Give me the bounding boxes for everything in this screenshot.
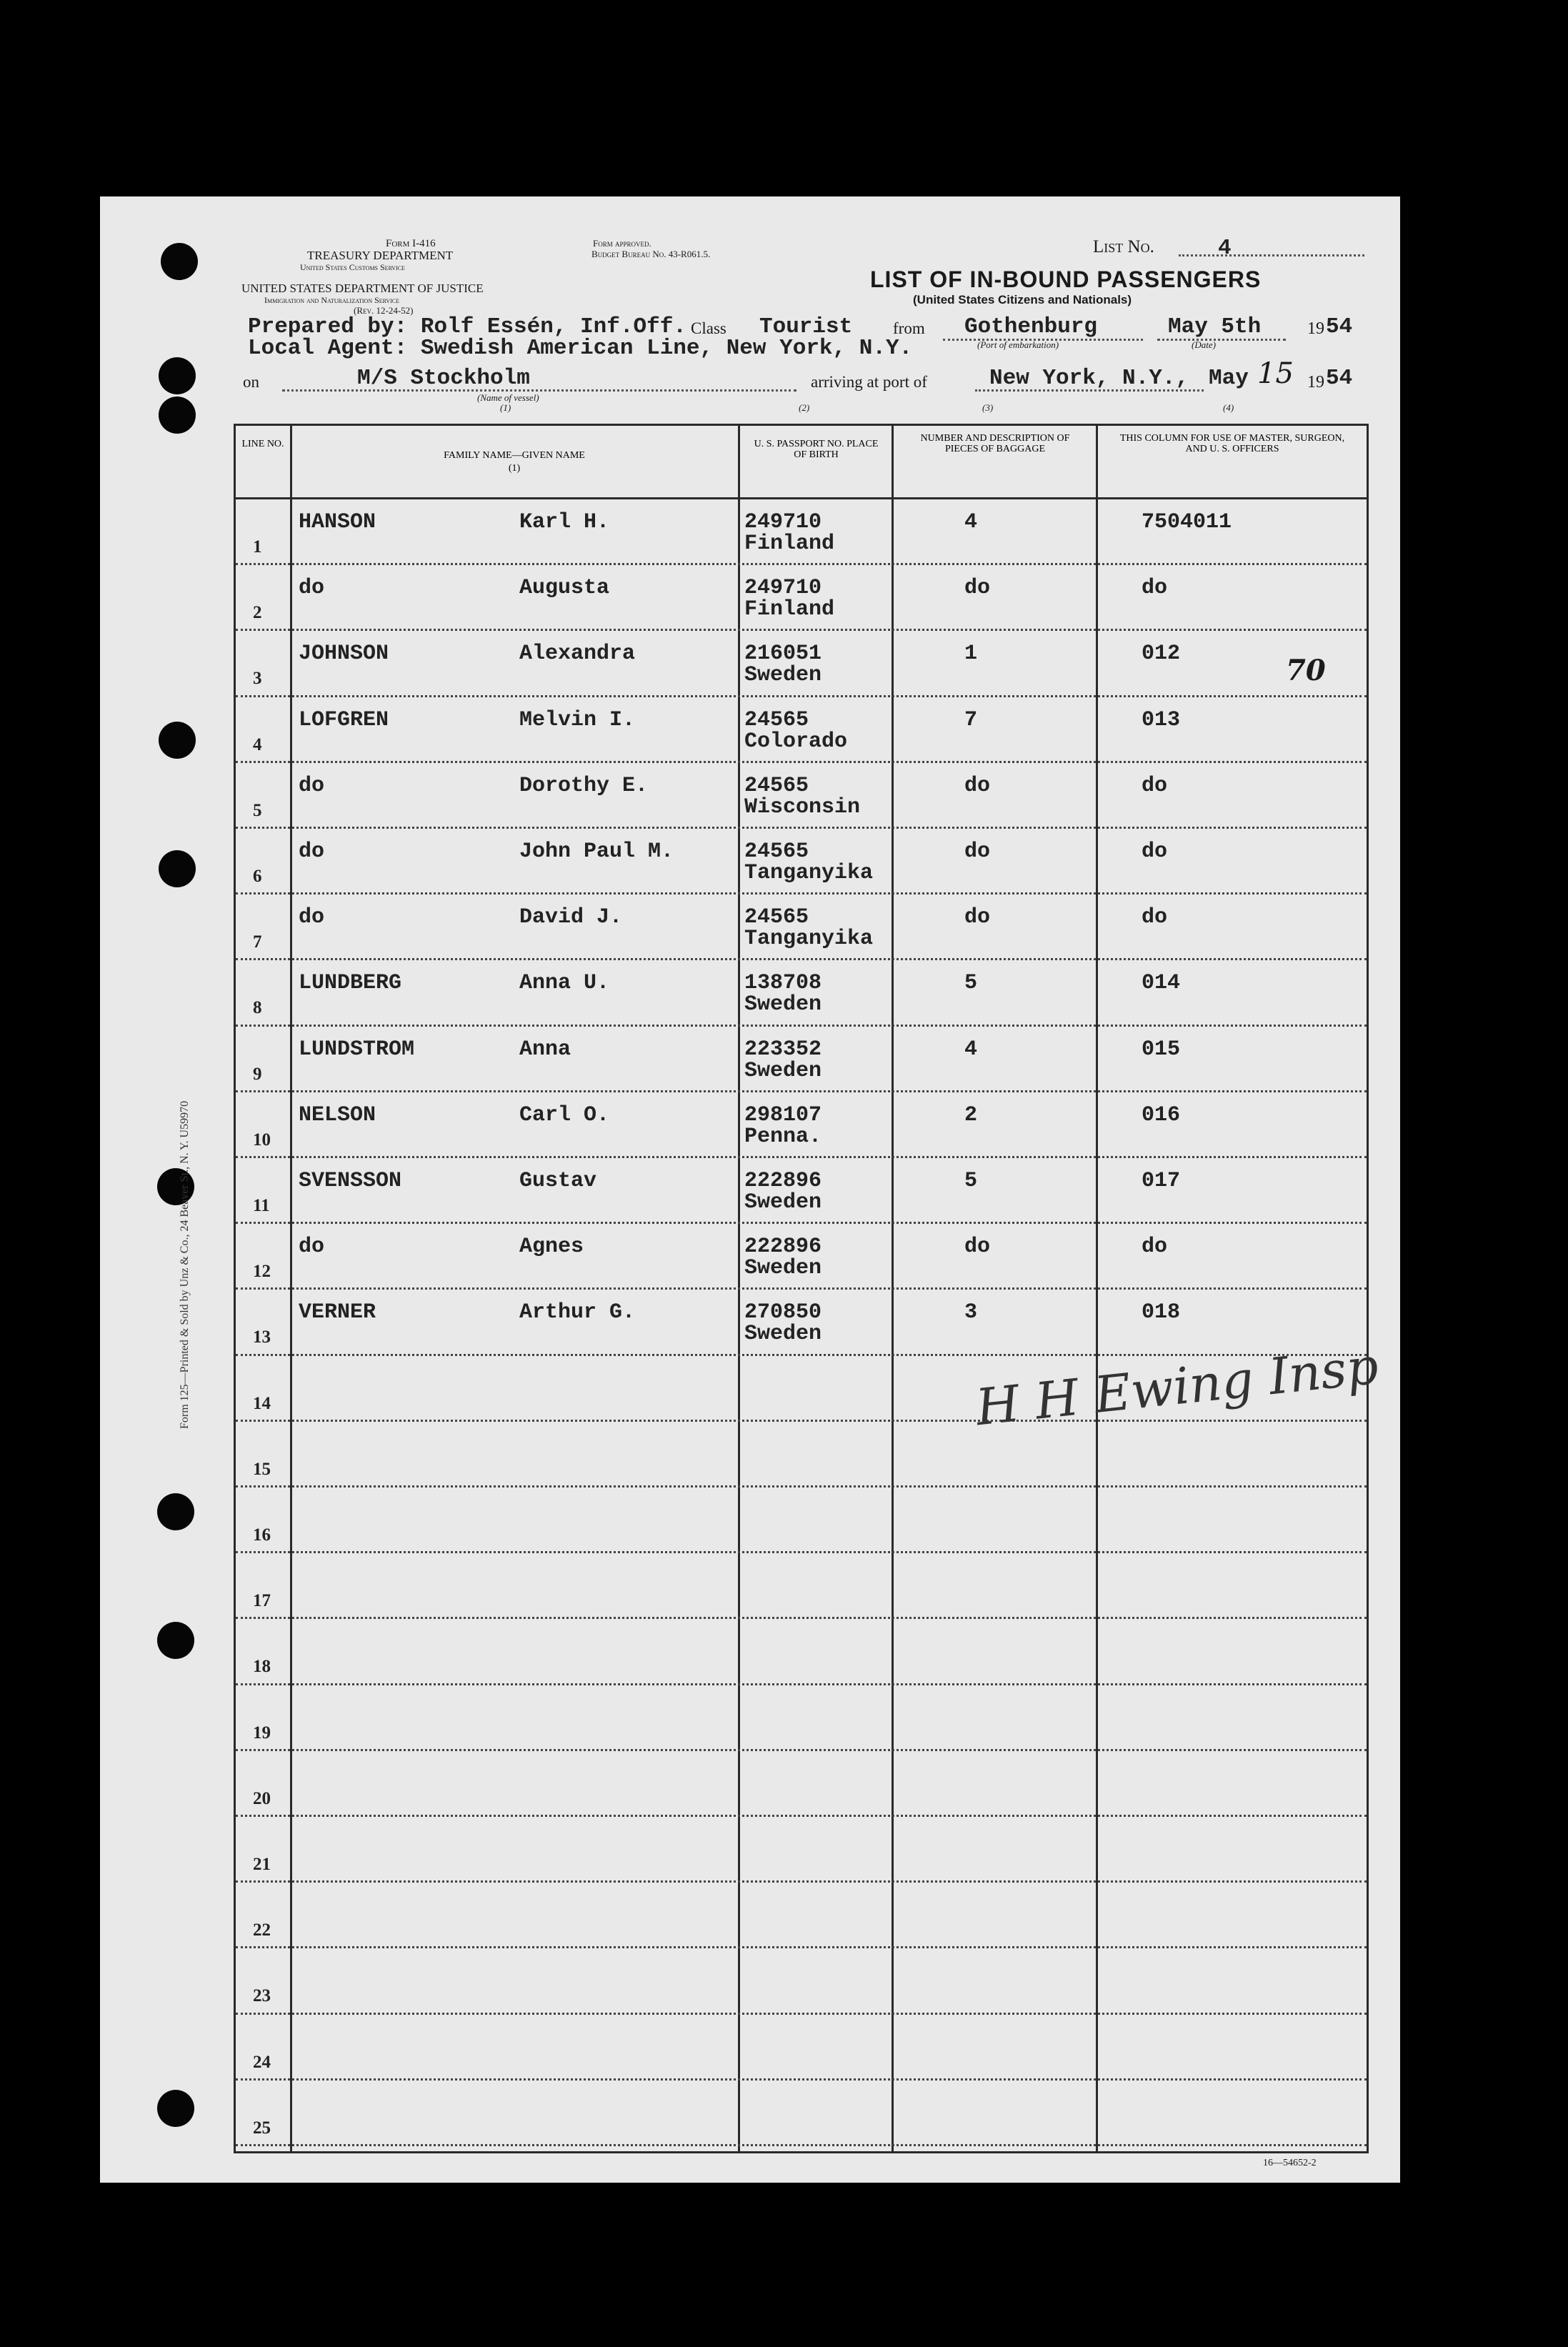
row-separator <box>236 892 1367 895</box>
form-subtitle: (United States Citizens and Nationals) <box>913 293 1132 307</box>
passport-number: 223352 <box>744 1037 822 1062</box>
officer-note: 016 <box>1142 1102 1181 1127</box>
treasury-department: TREASURY DEPARTMENT <box>307 249 454 262</box>
form-approved: Form approved. <box>593 238 651 249</box>
col-header-baggage: NUMBER AND DESCRIPTION OF PIECES OF BAGGAGE <box>920 433 1070 454</box>
family-name: do <box>299 576 325 601</box>
baggage-count: 1 <box>964 642 978 667</box>
given-name: Dorothy E. <box>519 773 649 798</box>
caption-2: (2) <box>799 402 810 413</box>
line-number: 12 <box>253 1262 271 1282</box>
arrival-year-prefix: 19 <box>1307 373 1324 392</box>
row-separator <box>236 1749 1367 1751</box>
row-separator <box>236 1090 1367 1092</box>
row-separator <box>236 958 1367 960</box>
form-title: LIST OF IN-BOUND PASSENGERS <box>870 266 1262 292</box>
given-name: Gustav <box>519 1169 597 1193</box>
line-number: 16 <box>253 1525 271 1545</box>
row-separator <box>236 1946 1367 1948</box>
binder-hole <box>157 1622 194 1659</box>
binder-hole <box>157 1493 194 1530</box>
col-header-name-num: (1) <box>508 463 521 474</box>
row-separator <box>236 695 1367 697</box>
given-name: Anna U. <box>519 971 610 996</box>
justice-department: UNITED STATES DEPARTMENT OF JUSTICE <box>241 281 484 295</box>
given-name: Karl H. <box>519 510 610 534</box>
binder-hole <box>159 722 196 759</box>
arrival-port: New York, N.Y., <box>989 366 1189 391</box>
from-label: from <box>893 319 925 337</box>
family-name: do <box>299 773 325 798</box>
row-separator <box>236 827 1367 829</box>
place-of-birth: Sweden <box>744 1190 822 1215</box>
form-number: Form I-416 <box>386 238 436 249</box>
arrival-day: 15 <box>1257 357 1294 390</box>
row-separator <box>236 1420 1367 1422</box>
family-name: HANSON <box>299 510 376 534</box>
line-number: 18 <box>253 1657 271 1677</box>
line-number: 8 <box>253 998 262 1018</box>
officer-note: 012 <box>1142 642 1181 667</box>
family-name: LUNDBERG <box>299 971 402 996</box>
row-separator <box>236 1551 1367 1553</box>
class-value: Tourist <box>759 314 853 339</box>
family-name: LUNDSTROM <box>299 1037 415 1062</box>
line-number: 5 <box>253 800 262 820</box>
line-number: 11 <box>253 1196 270 1215</box>
row-separator <box>236 1485 1367 1488</box>
passport-number: 270850 <box>744 1300 822 1325</box>
line-number: 9 <box>253 1064 262 1084</box>
baggage-count: do <box>964 576 991 601</box>
given-name: Arthur G. <box>519 1300 636 1325</box>
row-separator <box>236 1815 1367 1817</box>
row-separator <box>236 1880 1367 1883</box>
arrival-month: May <box>1209 366 1249 391</box>
embarkation-port: Gothenburg <box>964 314 1098 339</box>
officer-note: do <box>1142 773 1168 798</box>
departure-year-prefix: 19 <box>1307 319 1324 338</box>
col-header-name: FAMILY NAME—GIVEN NAME <box>444 450 585 461</box>
passport-number: 222896 <box>744 1235 822 1260</box>
given-name: Carl O. <box>519 1102 610 1127</box>
baggage-count: 2 <box>964 1102 978 1127</box>
passport-number: 24565 <box>744 839 809 864</box>
printer-imprint: Form 125—Printed & Sold by Unz & Co., 24 Beaver St., N. Y. U59970 <box>179 1100 191 1429</box>
arrival-year: 54 <box>1326 366 1353 391</box>
line-number: 7 <box>253 932 262 952</box>
local-agent: Local Agent: Swedish American Line, New York, N.Y. <box>248 336 913 361</box>
line-number: 20 <box>253 1788 271 1808</box>
line-number: 21 <box>253 1855 271 1874</box>
baggage-count: 4 <box>964 510 978 534</box>
family-name: VERNER <box>299 1300 376 1325</box>
line-number: 25 <box>253 2118 271 2138</box>
row-separator <box>236 1287 1367 1290</box>
budget-bureau: Budget Bureau No. 43-R061.5. <box>591 249 711 259</box>
line-number: 15 <box>253 1459 271 1479</box>
line-number: 17 <box>253 1591 271 1611</box>
caption-3: (3) <box>982 402 994 413</box>
margin-note: 70 <box>1286 654 1326 687</box>
list-no-value: 4 <box>1218 236 1232 261</box>
given-name: Agnes <box>519 1235 584 1260</box>
family-name: SVENSSON <box>299 1169 402 1193</box>
list-no-label: List No. <box>1093 237 1154 256</box>
baggage-count: do <box>964 1235 991 1260</box>
list-no-line <box>1179 254 1364 256</box>
on-label: on <box>243 373 259 391</box>
family-name: JOHNSON <box>299 642 389 667</box>
line-number: 23 <box>253 1986 271 2006</box>
binder-hole <box>159 397 196 434</box>
place-of-birth: Wisconsin <box>744 794 861 819</box>
place-of-birth: Sweden <box>744 1058 822 1083</box>
row-separator <box>236 563 1367 565</box>
arrival-line <box>975 389 1204 392</box>
place-of-birth: Tanganyika <box>744 927 874 952</box>
revision-date: (Rev. 12-24-52) <box>354 305 414 316</box>
place-of-birth: Finland <box>744 532 835 556</box>
customs-service: United States Customs Service <box>300 262 405 272</box>
officer-note: 7504011 <box>1142 510 1232 534</box>
row-separator <box>236 1222 1367 1224</box>
officer-note: do <box>1142 1235 1168 1260</box>
baggage-count: do <box>964 839 991 864</box>
passport-number: 138708 <box>744 971 822 996</box>
passport-number: 24565 <box>744 707 809 732</box>
passport-number: 24565 <box>744 773 809 798</box>
vessel-caption-num: (1) <box>500 402 511 413</box>
officer-note: 017 <box>1142 1169 1181 1193</box>
place-of-birth: Sweden <box>744 1322 822 1347</box>
baggage-count: 5 <box>964 971 978 996</box>
binder-hole <box>157 2090 194 2127</box>
line-number: 10 <box>253 1130 271 1150</box>
line-number: 6 <box>253 867 262 886</box>
officer-note: do <box>1142 905 1168 930</box>
officer-note: 014 <box>1142 971 1181 996</box>
row-separator <box>236 2013 1367 2015</box>
officer-note: do <box>1142 839 1168 864</box>
family-name: do <box>299 1235 325 1260</box>
officer-note: 013 <box>1142 707 1181 732</box>
port-caption: (Port of embarkation) <box>977 339 1059 350</box>
baggage-count: 5 <box>964 1169 978 1193</box>
line-number: 1 <box>253 537 262 557</box>
vessel-name: M/S Stockholm <box>357 366 530 391</box>
family-name: LOFGREN <box>299 707 389 732</box>
binder-hole <box>159 850 196 887</box>
line-number: 4 <box>253 734 262 754</box>
baggage-count: do <box>964 905 991 930</box>
row-separator <box>236 2144 1367 2146</box>
caption-4: (4) <box>1223 402 1234 413</box>
place-of-birth: Colorado <box>744 729 848 754</box>
row-separator <box>236 1683 1367 1685</box>
place-of-birth: Sweden <box>744 1256 822 1281</box>
place-of-birth: Sweden <box>744 663 822 688</box>
given-name: Alexandra <box>519 642 636 667</box>
col-header-line-no: LINE NO. <box>241 439 284 449</box>
family-name: do <box>299 839 325 864</box>
given-name: Anna <box>519 1037 571 1062</box>
given-name: David J. <box>519 905 623 930</box>
family-name: do <box>299 905 325 930</box>
col-header-officers: THIS COLUMN FOR USE OF MASTER, SURGEON, AND U. S. OFFICERS <box>1119 433 1345 454</box>
row-separator <box>236 629 1367 631</box>
line-number: 13 <box>253 1327 271 1347</box>
prepared-by: Prepared by: Rolf Essén, Inf.Off. <box>248 314 686 339</box>
place-of-birth: Finland <box>744 597 835 622</box>
header-rule <box>236 497 1367 499</box>
col-header-passport: U. S. PASSPORT NO. PLACE OF BIRTH <box>754 439 879 460</box>
given-name: Melvin I. <box>519 707 636 732</box>
binder-hole <box>161 243 198 280</box>
place-of-birth: Sweden <box>744 992 822 1017</box>
passenger-table <box>234 424 1369 2153</box>
row-separator <box>236 761 1367 763</box>
row-separator <box>236 2078 1367 2081</box>
place-of-birth: Tanganyika <box>744 861 874 885</box>
place-of-birth: Penna. <box>744 1124 822 1149</box>
given-name: John Paul M. <box>519 839 674 864</box>
inspector-signature: H H Ewing Insp <box>973 1336 1382 1437</box>
arriving-label: arriving at port of <box>811 373 927 391</box>
family-name: NELSON <box>299 1102 376 1127</box>
row-separator <box>236 1617 1367 1619</box>
passport-number: 298107 <box>744 1102 822 1127</box>
departure-year: 54 <box>1326 314 1353 339</box>
line-number: 22 <box>253 1920 271 1940</box>
baggage-count: 7 <box>964 707 978 732</box>
ins-service: Immigration and Naturalization Service <box>264 295 400 305</box>
departure-date: May 5th <box>1168 314 1262 339</box>
passport-number: 249710 <box>744 510 822 534</box>
line-number: 14 <box>253 1393 271 1413</box>
line-number: 19 <box>253 1723 271 1743</box>
baggage-count: 3 <box>964 1300 978 1325</box>
line-number: 2 <box>253 603 262 623</box>
form-footer-code: 16—54652-2 <box>1263 2158 1317 2168</box>
binder-hole <box>159 357 196 394</box>
passport-number: 222896 <box>744 1169 822 1193</box>
passport-number: 249710 <box>744 576 822 601</box>
baggage-count: 4 <box>964 1037 978 1062</box>
passport-number: 216051 <box>744 642 822 667</box>
officer-note: 018 <box>1142 1300 1181 1325</box>
line-number: 24 <box>253 2052 271 2072</box>
officer-note: do <box>1142 576 1168 601</box>
date-caption: (Date) <box>1192 339 1216 350</box>
given-name: Augusta <box>519 576 610 601</box>
row-separator <box>236 1025 1367 1027</box>
passport-number: 24565 <box>744 905 809 930</box>
class-label: Class <box>691 319 726 337</box>
baggage-count: do <box>964 773 991 798</box>
row-separator <box>236 1156 1367 1158</box>
officer-note: 015 <box>1142 1037 1181 1062</box>
date-line <box>1157 339 1286 341</box>
vessel-caption: (Name of vessel) <box>477 392 539 403</box>
line-number: 3 <box>253 669 262 689</box>
